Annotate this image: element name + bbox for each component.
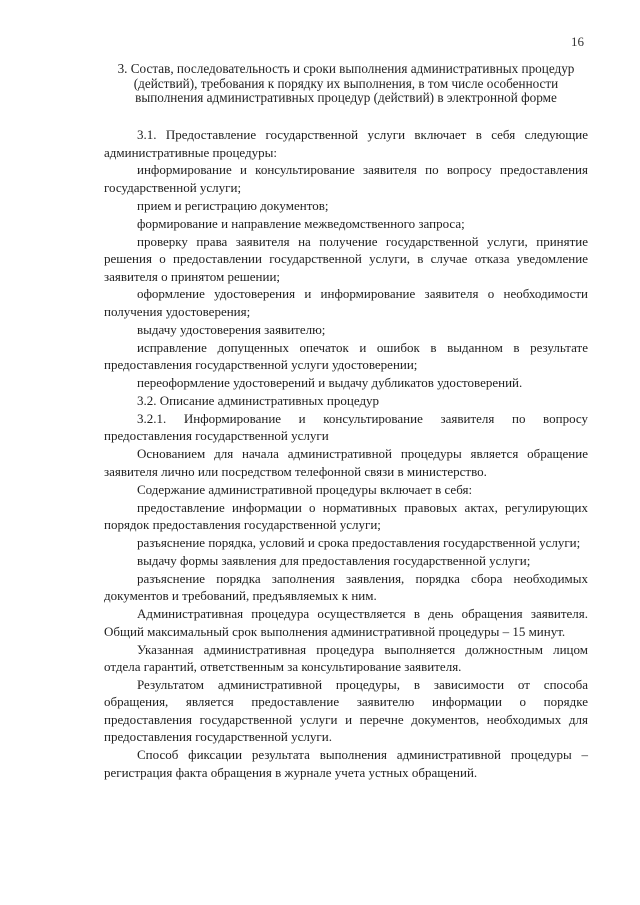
paragraph: проверку права заявителя на получение государственной услуги, принятие решения о предоставлении государственной услуги, в случае отказа уведомление заявителя о принятом решении; bbox=[104, 233, 588, 284]
paragraph: выдачу удостоверения заявителю; bbox=[137, 321, 326, 337]
paragraph: прием и регистрацию документов; bbox=[137, 197, 329, 213]
paragraph: Указанная административная процедура выполняется должностным лицом отдела гарантий, ответственным за консультирование заявителя. bbox=[104, 641, 588, 675]
paragraph: разъяснение порядка заполнения заявления, порядка сбора необходимых документов и требований, предъявляемых к ним. bbox=[104, 570, 588, 604]
paragraph: разъяснение порядка, условий и срока предоставления государственной услуги; bbox=[137, 534, 581, 550]
subsection-title: 3.2.1. Информирование и консультирование заявителя по вопросу предоставления государственной услуги bbox=[104, 410, 588, 444]
paragraph: переоформление удостоверений и выдачу дубликатов удостоверений. bbox=[137, 375, 523, 391]
paragraph: 3.1. Предоставление государственной услуги включает в себя следующие административные процедуры: bbox=[104, 127, 588, 160]
paragraph: Способ фиксации результата выполнения административной процедуры – регистрация факта обращения в журнале учета устных обращений. bbox=[104, 747, 588, 780]
paragraph: выдачу формы заявления для предоставления государственной услуги; bbox=[137, 552, 531, 568]
paragraph: информирование и консультирование заявителя по вопросу предоставления государственной услуги; bbox=[104, 162, 588, 195]
page-number: 16 bbox=[571, 34, 584, 49]
paragraph: Результатом административной процедуры, в зависимости от способа обращения, является предоставление заявителю информации о порядке предоставления государственной услуги и перечне документов, необходимых для предоставления государственной услуги. bbox=[104, 676, 588, 745]
paragraph: Содержание административной процедуры включает в себя: bbox=[137, 481, 473, 497]
paragraph: формирование и направление межведомственного запроса; bbox=[137, 215, 465, 231]
section-heading: 3. Состав, последовательность и сроки выполнения административных процедур (действий), требования к порядку их выполнения, в том числе особенности выполнения административных процедур (действий) в электронной форме bbox=[117, 61, 575, 106]
document-body bbox=[104, 126, 588, 782]
paragraph: исправление допущенных опечаток и ошибок в выданном в результате предоставления государственной услуги удостоверении; bbox=[104, 339, 588, 373]
paragraph: оформление удостоверения и информирование заявителя о необходимости получения удостоверения; bbox=[104, 286, 588, 319]
subsection-title: 3.2. Описание административных процедур bbox=[137, 393, 380, 409]
paragraph: Административная процедура осуществляется в день обращения заявителя. Общий максимальный срок выполнения административной процедуры – 15 минут. bbox=[104, 606, 588, 639]
paragraph: Основанием для начала административной процедуры является обращение заявителя лично или посредством телефонной связи в министерство. bbox=[104, 446, 588, 479]
paragraph: предоставление информации о нормативных правовых актах, регулирующих порядок предоставления государственной услуги; bbox=[104, 499, 588, 533]
